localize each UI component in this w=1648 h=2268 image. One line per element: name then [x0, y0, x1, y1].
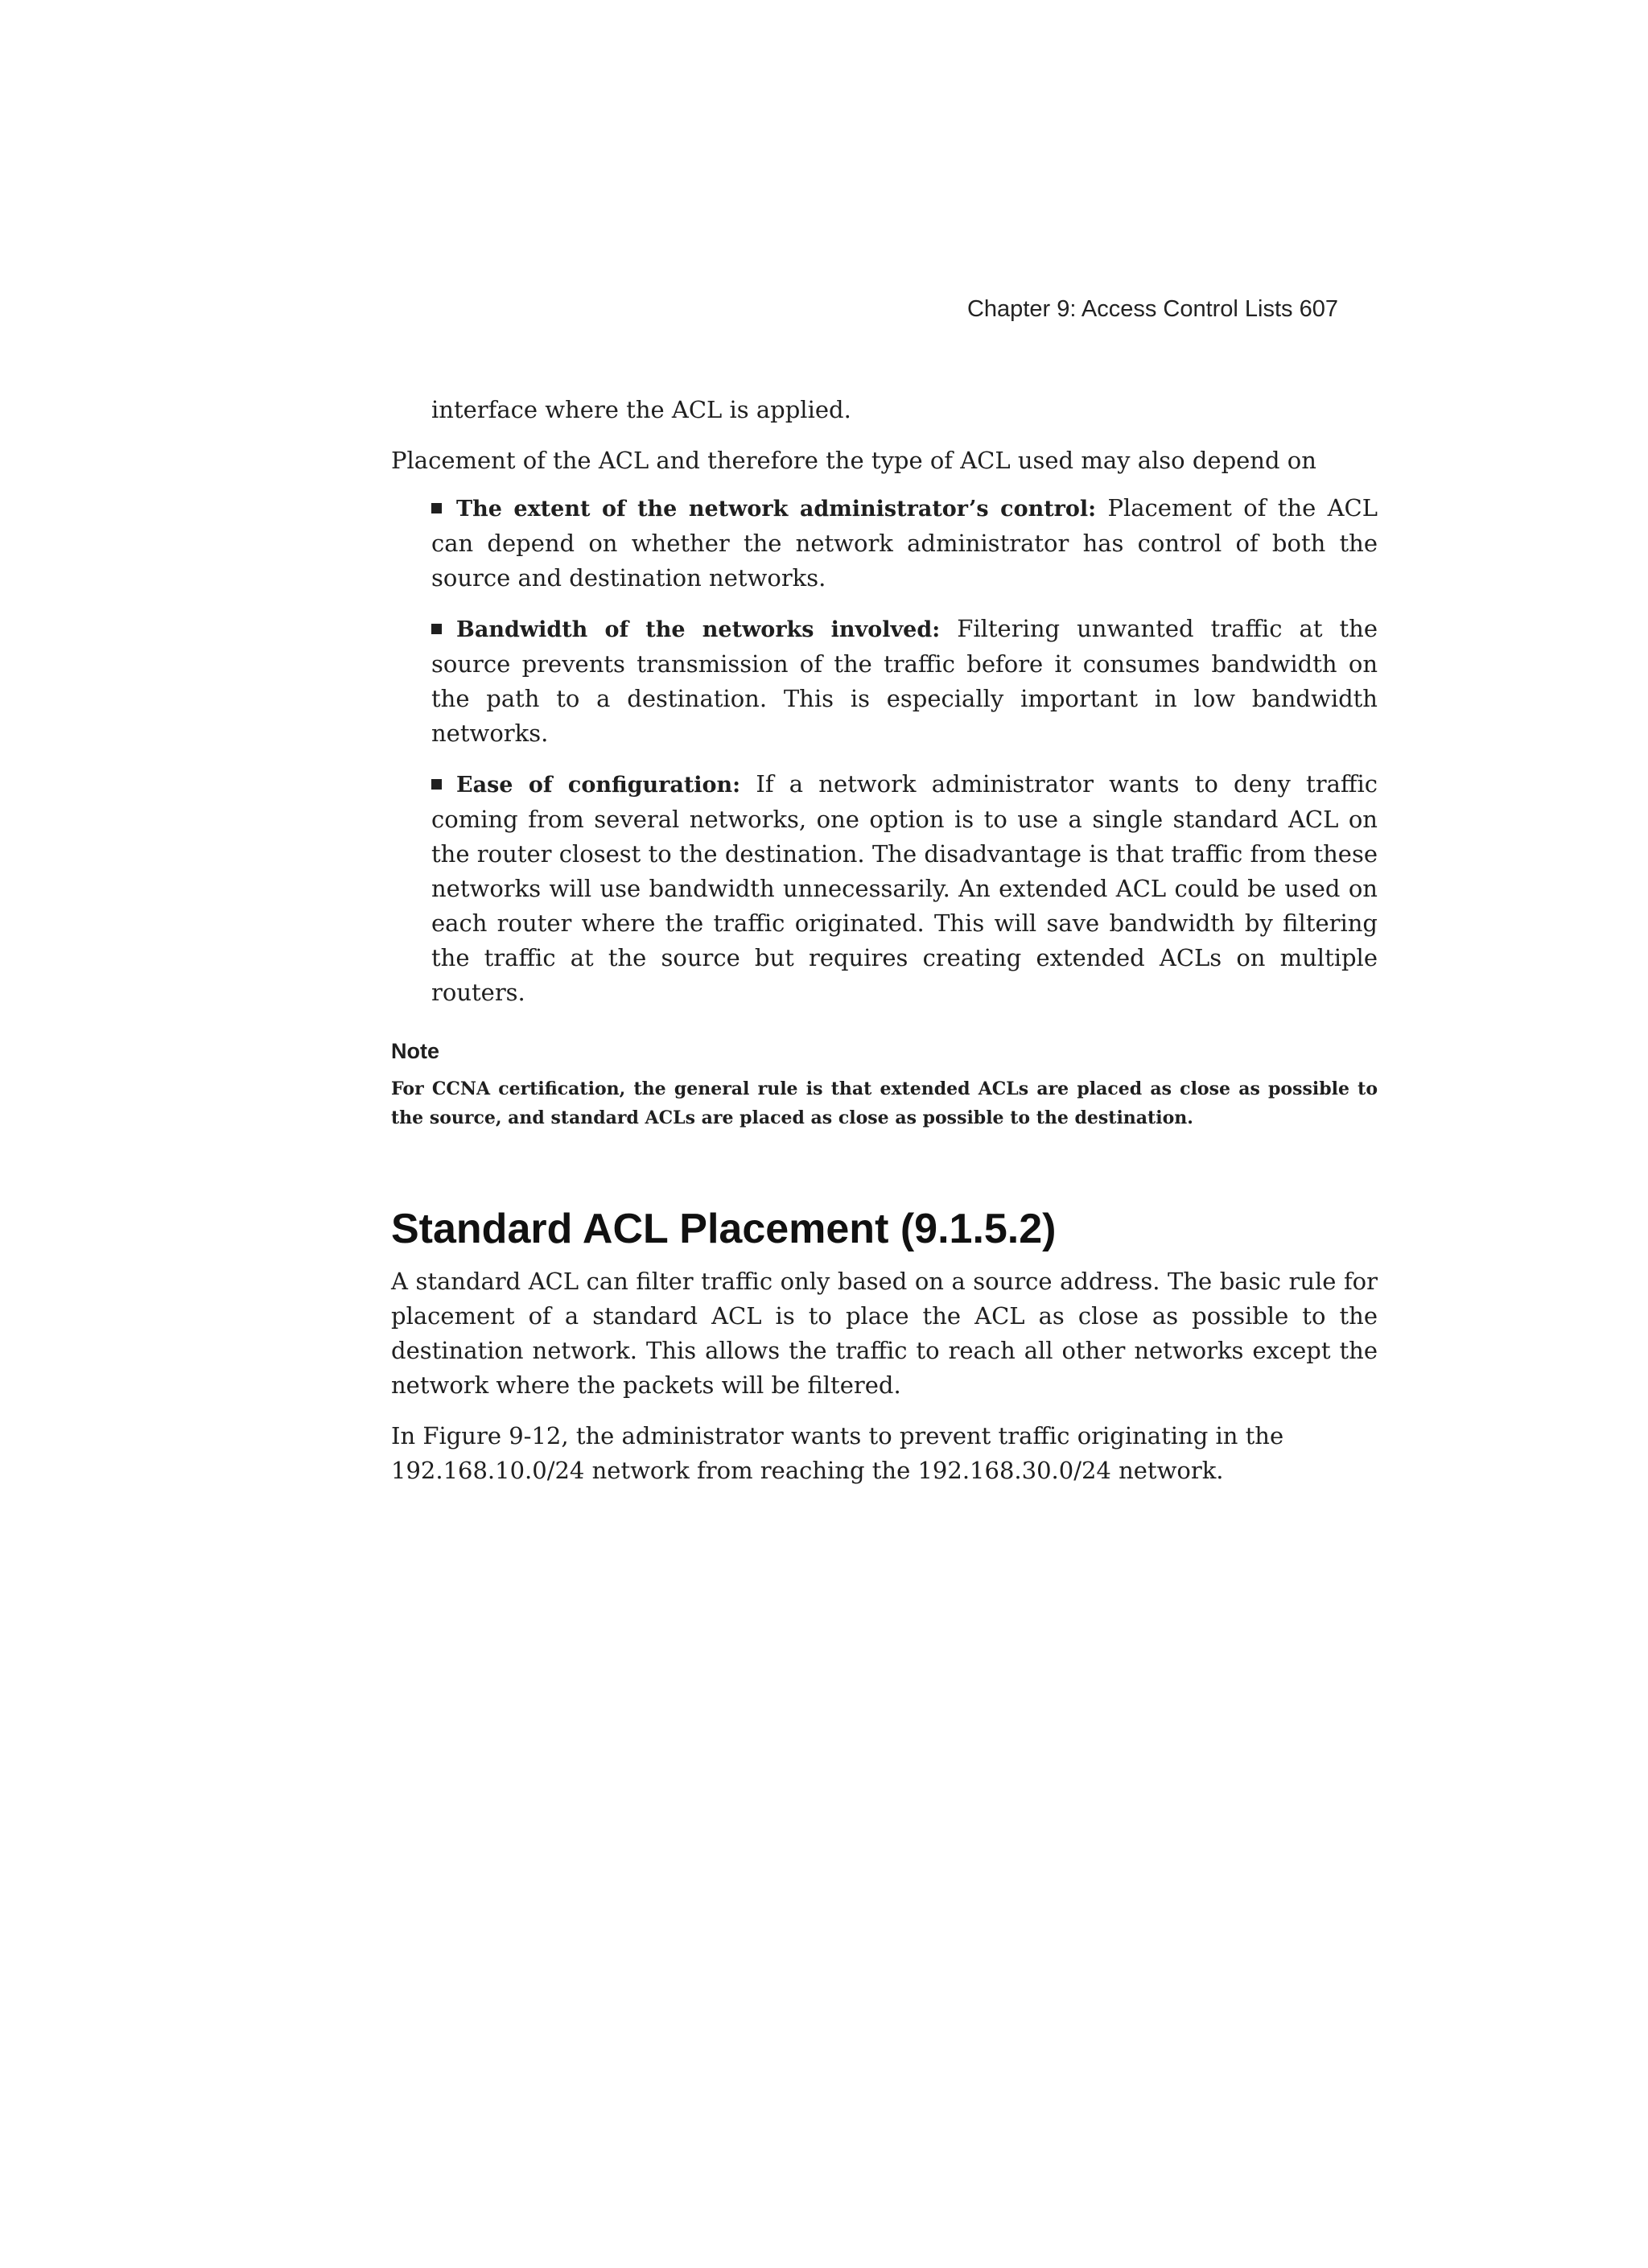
paragraph-2-line-1: In Figure 9-12, the administrator wants to prevent traffic originating in the — [391, 1422, 1284, 1449]
continuation-line: interface where the ACL is applied. — [431, 396, 851, 423]
bullet-lead: Bandwidth of the networks involved: — [456, 617, 941, 642]
section-paragraph-2 — [391, 1419, 1378, 1488]
bullet-item-configuration — [391, 767, 1378, 1010]
bullet-lead: Ease of configuration: — [456, 773, 741, 798]
section-heading: Standard ACL Placement (9.1.5.2) — [391, 1206, 1057, 1252]
bullet-item-control — [391, 491, 1378, 596]
bullet-text: Placement of the ACL can depend on whether the network administrator has control of both the source and destination networks. — [431, 494, 1378, 592]
bullet-item-bandwidth — [391, 612, 1378, 751]
bullet-text: If a network administrator wants to deny traffic coming from several networks, one option is to use a single standard ACL on the router closest to the destination. The disadvantage is that traffic from these networks will use bandwidth unnecessarily. An extended ACL could be used on each router where the traffic originated. This will save bandwidth by filtering the traffic at the source but requires creating extended ACLs on multiple routers. — [431, 770, 1378, 1006]
square-bullet-icon — [431, 779, 442, 790]
square-bullet-icon — [431, 624, 442, 634]
intro-paragraph: Placement of the ACL and therefore the type of ACL used may also depend on — [391, 447, 1316, 474]
paragraph-2-line-2: 192.168.10.0/24 network from reaching the 192.168.30.0/24 network. — [391, 1457, 1224, 1484]
note-title: Note — [391, 1039, 439, 1063]
note-text: For CCNA certification, the general rule is that extended ACLs are placed as close as possible to the source, and standard ACLs are placed as close as possible to the destination. — [391, 1078, 1378, 1128]
running-head: Chapter 9: Access Control Lists 607 — [966, 296, 1338, 322]
square-bullet-icon — [431, 503, 442, 513]
bullet-lead: The extent of the network administrator’s control: — [456, 497, 1097, 522]
section-paragraph-1: A standard ACL can filter traffic only based on a source address. The basic rule for placement of a standard ACL is to place the ACL as close as possible to the destination network. This allows the traffic to reach all other networks except the network where the packets will be filtered. — [391, 1268, 1378, 1399]
page-content — [391, 393, 1378, 1504]
bullet-text: Filtering unwanted traffic at the source prevents transmission of the traffic before it consumes bandwidth on the path to a destination. This is especially important in low bandwidth networks. — [431, 615, 1378, 747]
